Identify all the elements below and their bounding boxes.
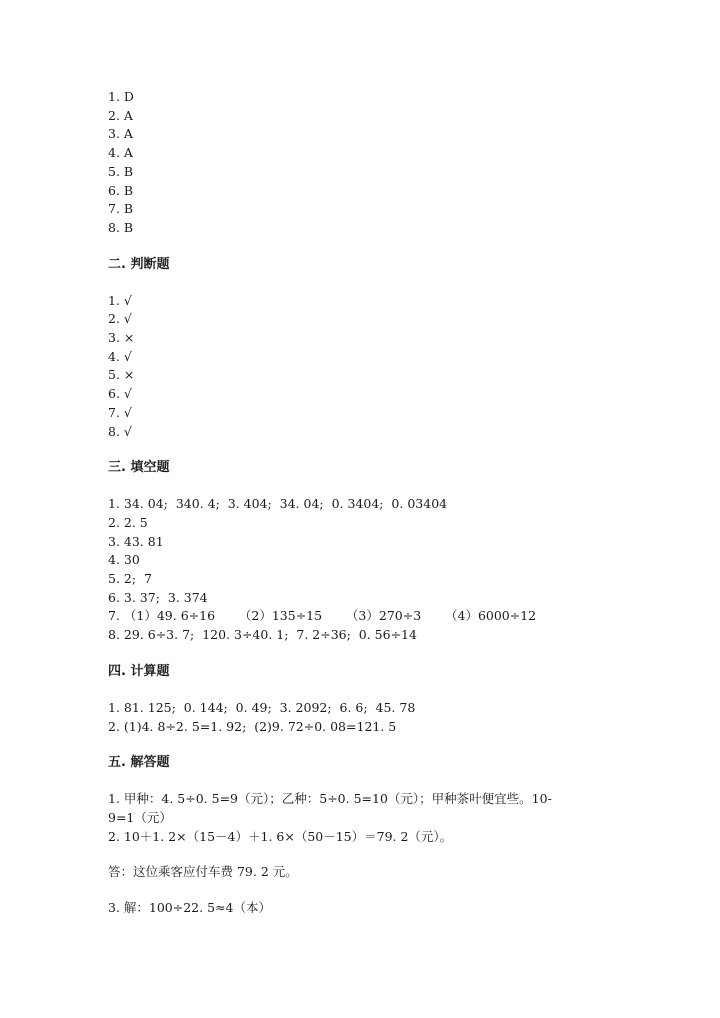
list-item: 7. √ (108, 404, 132, 420)
list-item: 1. 34. 04; 340. 4; 3. 404; 34. 04; 0. 3404; 0. 03404 (108, 496, 448, 512)
list-item: 3. × (108, 330, 135, 346)
list-item: 4. A (108, 145, 133, 161)
list-item: 6. √ (108, 386, 132, 402)
list-item: 8. √ (108, 423, 132, 439)
list-item: 8. B (108, 219, 134, 235)
question-1-line-2: 9=1（元） (108, 809, 172, 825)
list-item: 4. 30 (108, 552, 140, 568)
list-item: 5. × (108, 367, 135, 383)
section-3-list (108, 495, 608, 645)
list-item: 2. A (108, 107, 133, 123)
question-2-answer: 答：这位乘客应付车费 79. 2 元。 (108, 864, 298, 880)
section-4-heading: 四. 计算题 (108, 663, 170, 679)
list-item: 8. 29. 6÷3. 7; 120. 3÷40. 1; 7. 2÷36; 0. 56÷14 (108, 627, 417, 643)
list-item: 2. (1)4. 8÷2. 5=1. 92; (2)9. 72÷0. 08=121. 5 (108, 718, 397, 734)
list-item: 1. 81. 125; 0. 144; 0. 49; 3. 2092; 6. 6; 45. 78 (108, 699, 416, 715)
list-item: 1. √ (108, 292, 132, 308)
list-item: 3. A (108, 126, 133, 142)
list-item: 6. B (108, 182, 134, 198)
list-item: 2. 2. 5 (108, 514, 148, 530)
list-item: 7. B (108, 201, 134, 217)
section-5-heading: 五. 解答题 (108, 755, 170, 771)
list-item: 3. 43. 81 (108, 533, 164, 549)
list-item: 1. D (108, 89, 134, 104)
section-2-list (108, 292, 608, 442)
section-5-content (108, 790, 608, 918)
list-item: 2. √ (108, 311, 132, 327)
list-item: 7. （1）49. 6÷16 （2）135÷15 （3）270÷3 （4）6000÷12 (108, 608, 537, 624)
question-3: 3. 解：100÷22. 5≈4（本） (108, 900, 271, 916)
list-item: 6. 3. 37; 3. 374 (108, 589, 208, 605)
section-2-heading: 二. 判断题 (108, 256, 170, 272)
list-item: 5. 2; 7 (108, 571, 152, 587)
list-item: 4. √ (108, 348, 132, 364)
list-item: 5. B (108, 163, 134, 179)
answer-sheet (108, 88, 608, 918)
section-1-list (108, 88, 608, 238)
question-1-line-1: 1. 甲种：4. 5÷0. 5=9（元）；乙种：5÷0. 5=10（元）；甲种茶叶便宜些。10- (108, 791, 552, 807)
question-2: 2. 10＋1. 2×（15－4）＋1. 6×（50－15）＝79. 2（元）。 (108, 828, 453, 844)
section-3-heading: 三. 填空题 (108, 460, 170, 476)
section-4-list (108, 699, 608, 736)
